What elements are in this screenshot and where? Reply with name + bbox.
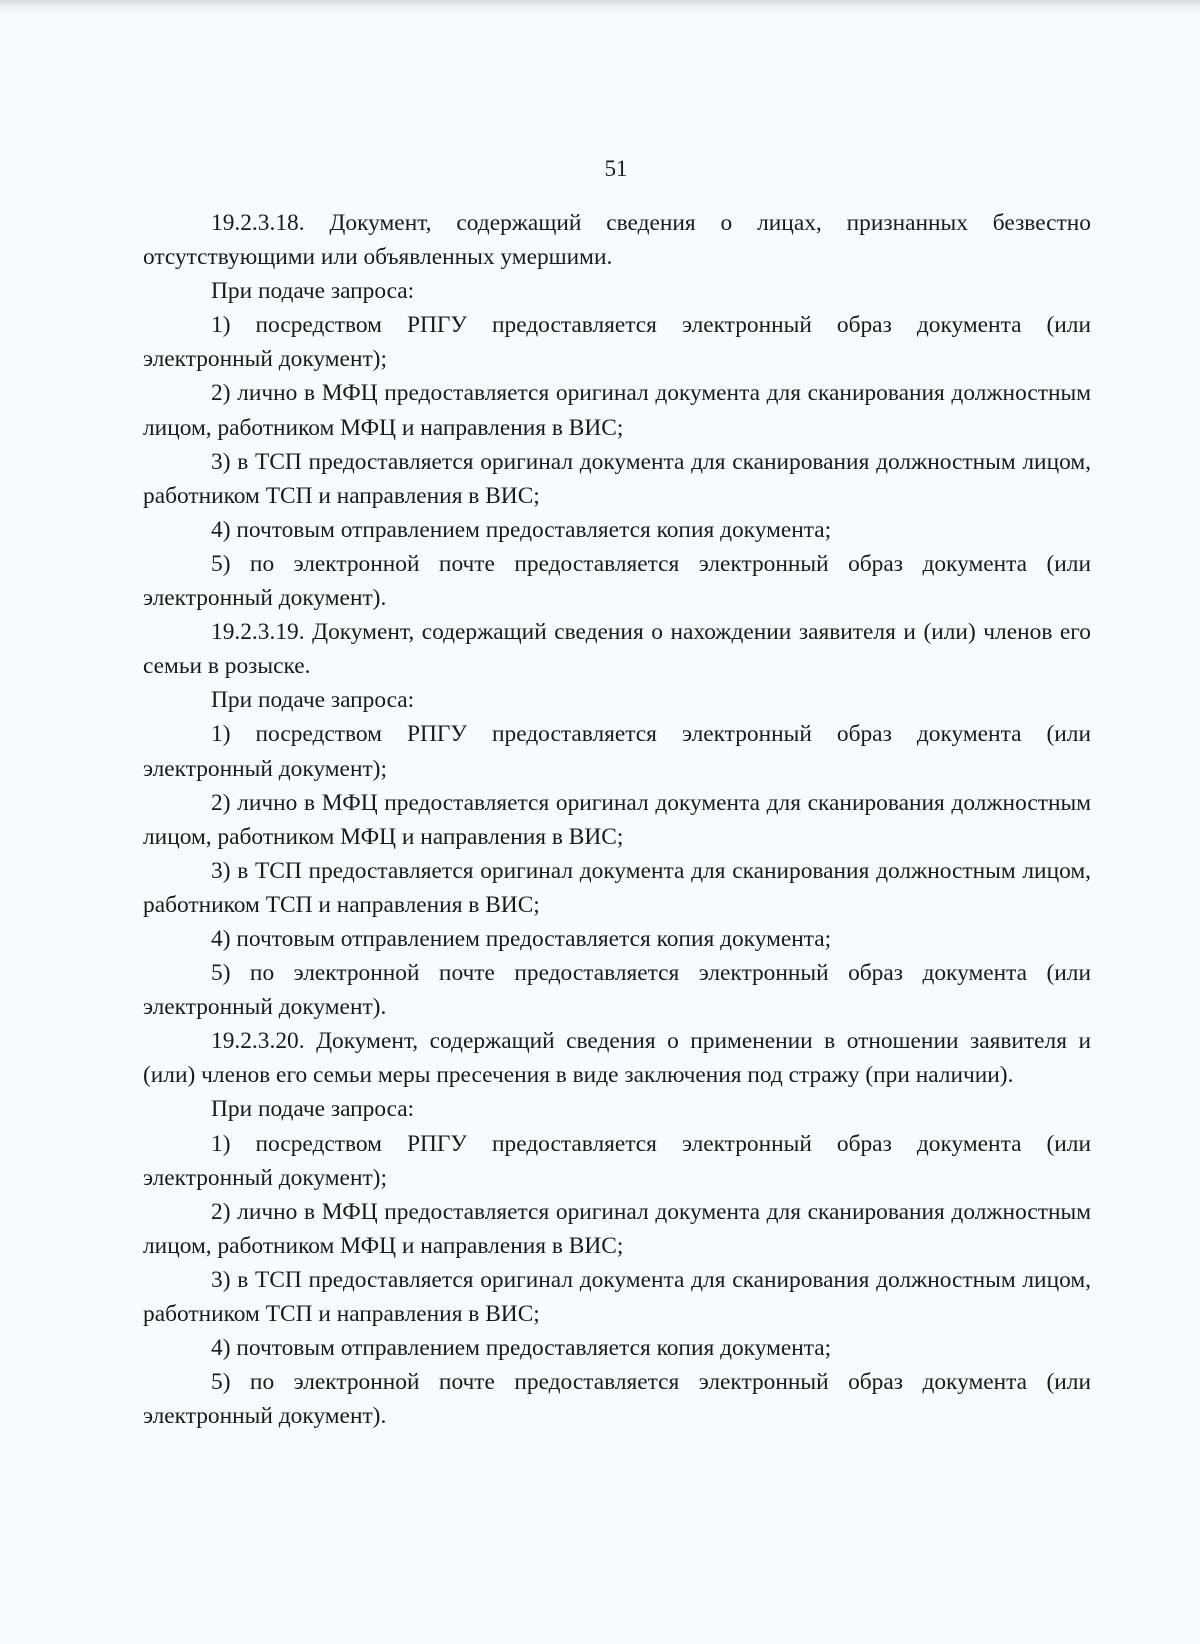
section-heading-19-2-3-19: 19.2.3.19. Документ, содержащий сведения о нахождении заявителя и (или) членов его семьи в розыске. — [143, 619, 1091, 680]
submission-intro: При подаче запроса: — [211, 1096, 415, 1123]
list-item: 1) посредством РПГУ предоставляется электронный образ документа (или электронный документ); — [143, 721, 1091, 782]
section-heading-19-2-3-18: 19.2.3.18. Документ, содержащий сведения о лицах, признанных безвестно отсутствующими или объявленных умершими. — [143, 210, 1091, 271]
list-item: 4) почтовым отправлением предоставляется копия документа; — [211, 1335, 832, 1362]
submission-intro: При подаче запроса: — [211, 278, 415, 305]
list-item: 4) почтовым отправлением предоставляется копия документа; — [211, 516, 832, 543]
list-item: 5) по электронной почте предоставляется электронный образ документа (или электронный документ). — [143, 1369, 1091, 1430]
list-item: 1) посредством РПГУ предоставляется электронный образ документа (или электронный документ); — [143, 312, 1091, 373]
list-item: 2) лично в МФЦ предоставляется оригинал документа для сканирования должностным лицом, работником МФЦ и направления в ВИС; — [143, 1198, 1091, 1259]
list-item: 4) почтовым отправлением предоставляется копия документа; — [211, 925, 832, 952]
list-item: 5) по электронной почте предоставляется электронный образ документа (или электронный документ). — [143, 960, 1091, 1021]
page-number: 51 — [604, 156, 628, 181]
section-heading-19-2-3-20: 19.2.3.20. Документ, содержащий сведения о применении в отношении заявителя и (или) членов его семьи меры пресечения в виде заключения под стражу (при наличии). — [143, 1028, 1091, 1089]
list-item: 3) в ТСП предоставляется оригинал документа для сканирования должностным лицом, работником ТСП и направления в ВИС; — [143, 448, 1091, 509]
list-item: 2) лично в МФЦ предоставляется оригинал документа для сканирования должностным лицом, работником МФЦ и направления в ВИС; — [143, 789, 1091, 850]
submission-intro: При подаче запроса: — [211, 687, 415, 714]
list-item: 3) в ТСП предоставляется оригинал документа для сканирования должностным лицом, работником ТСП и направления в ВИС; — [143, 857, 1091, 918]
list-item: 3) в ТСП предоставляется оригинал документа для сканирования должностным лицом, работником ТСП и направления в ВИС; — [143, 1266, 1091, 1327]
list-item: 5) по электронной почте предоставляется электронный образ документа (или электронный документ). — [143, 550, 1091, 612]
list-item: 2) лично в МФЦ предоставляется оригинал документа для сканирования должностным лицом, работником МФЦ и направления в ВИС; — [143, 380, 1091, 441]
document-body — [143, 206, 1091, 1433]
list-item: 1) посредством РПГУ предоставляется электронный образ документа (или электронный документ); — [143, 1130, 1091, 1191]
